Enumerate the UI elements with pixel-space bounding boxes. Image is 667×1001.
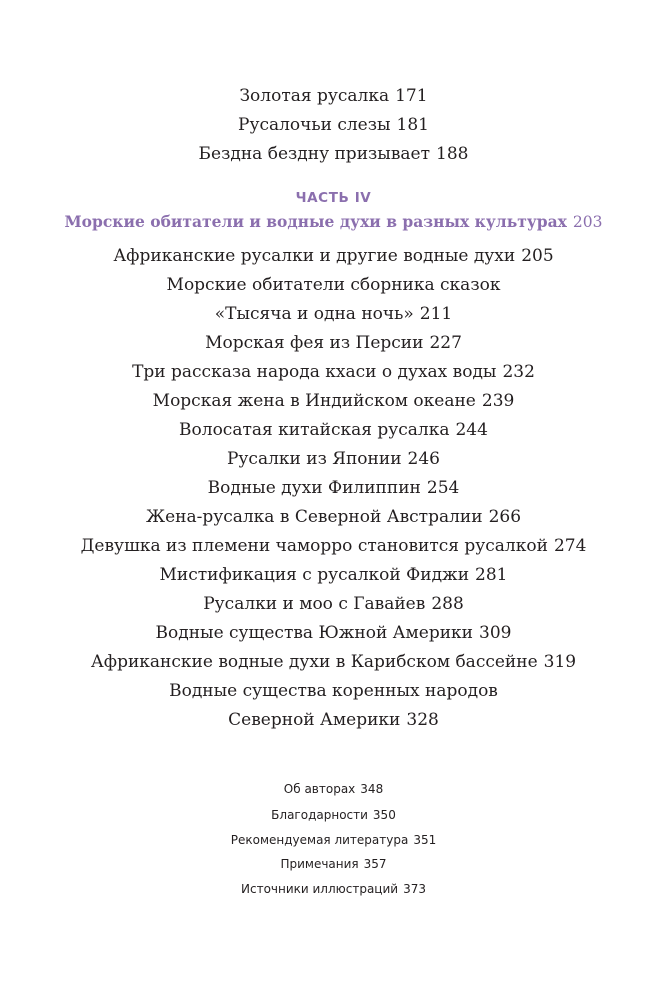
back-matter-page: 350 [372,808,396,822]
toc-entry-page: 244 [455,420,488,440]
toc-entry-title: Русалки и моо с Гавайев [203,594,426,614]
toc-entry-page: 288 [431,594,464,614]
toc-entry [0,651,667,673]
toc-entry-title: Морская жена в Индийском океане [152,391,476,411]
back-matter-title: Источники иллюстраций [241,882,399,896]
toc-entry-title: Три рассказа народа кхаси о духах воды [132,362,497,382]
toc-entry-title: Водные существа Южной Америки [155,623,474,643]
toc-entry [0,448,667,470]
toc-entry [0,143,667,165]
toc-entry [0,535,667,557]
toc-entry-page: 274 [553,536,587,556]
toc-entry-page: 211 [419,304,453,324]
back-matter-title: Рекомендуемая литература [230,833,409,847]
toc-entry [0,390,667,412]
toc-entry-title: Африканские водные духи в Карибском бассейне [90,652,538,672]
toc-entry-page: 266 [488,507,522,527]
toc-entry-title: Мистификация с русалкой Фиджи [159,565,470,585]
back-matter-title: Благодарности [271,808,368,822]
part-page: 203 [572,213,603,231]
part-label: ЧАСТЬ IV [295,190,372,206]
toc-entry-page: 309 [479,623,512,643]
toc-entry-title: Волосатая китайская русалка [179,420,450,440]
toc-entry [0,303,667,325]
toc-entry-page: 281 [475,565,508,585]
back-matter-page: 348 [360,782,384,796]
toc-entry [0,332,667,354]
toc-entry-title: Русалки из Японии [226,449,402,469]
toc-entry-title: Водные духи Филиппин [207,478,421,498]
toc-entry [0,419,667,441]
back-matter-title: Примечания [280,857,359,871]
toc-entry [0,593,667,615]
part-title-line [0,211,667,233]
toc-entry [0,114,667,136]
toc-entry [0,564,667,586]
toc-entry-title: Водные существа коренных народов [169,681,498,701]
toc-entry [0,274,667,296]
back-matter-entry [0,806,667,824]
toc-entry-page: 319 [543,652,577,672]
toc-entry-title: «Тысяча и одна ночь» [214,304,414,324]
back-matter-page: 357 [363,857,387,871]
toc-entry-title: Бездна бездну призывает [198,144,430,164]
toc-entry-title: Жена-русалка в Северной Австралии [145,507,483,527]
toc-entry-title: Девушка из племени чаморро становится русалкой [80,536,548,556]
toc-entry-page: 227 [429,333,462,353]
toc-entry-title: Морские обитатели сборника сказок [166,275,501,295]
toc-entry-title: Морская фея из Персии [205,333,424,353]
toc-entry [0,622,667,644]
toc-entry-title: Африканские русалки и другие водные духи [113,246,516,266]
back-matter-entry [0,831,667,849]
toc-entry [0,680,667,702]
toc-entry [0,477,667,499]
toc-entry-page: 232 [502,362,535,382]
toc-entry-page: 246 [407,449,440,469]
toc-entry [0,245,667,267]
back-matter-entry [0,880,667,898]
back-matter-title: Об авторах [283,782,356,796]
part-title: Морские обитатели и водные духи в разных культурах [64,212,567,231]
toc-entry-page: 239 [481,391,515,411]
toc-entry-title: Золотая русалка [239,86,390,106]
back-matter-page: 351 [413,833,437,847]
back-matter-entry [0,780,667,798]
toc-entry-page: 181 [396,115,429,135]
toc-entry-title: Русалочьи слезы [238,115,391,135]
back-matter-entry [0,855,667,873]
toc-entry [0,361,667,383]
toc-entry-title: Северной Америки [228,710,401,730]
toc-entry-page: 205 [521,246,554,266]
toc-entry [0,506,667,528]
back-matter-page: 373 [403,882,426,896]
toc-entry-page: 328 [406,710,439,730]
toc-entry-page: 171 [395,86,428,106]
toc-entry [0,85,667,107]
toc-entry-page: 188 [436,144,469,164]
toc-entry [0,709,667,731]
toc-entry-page: 254 [426,478,460,498]
